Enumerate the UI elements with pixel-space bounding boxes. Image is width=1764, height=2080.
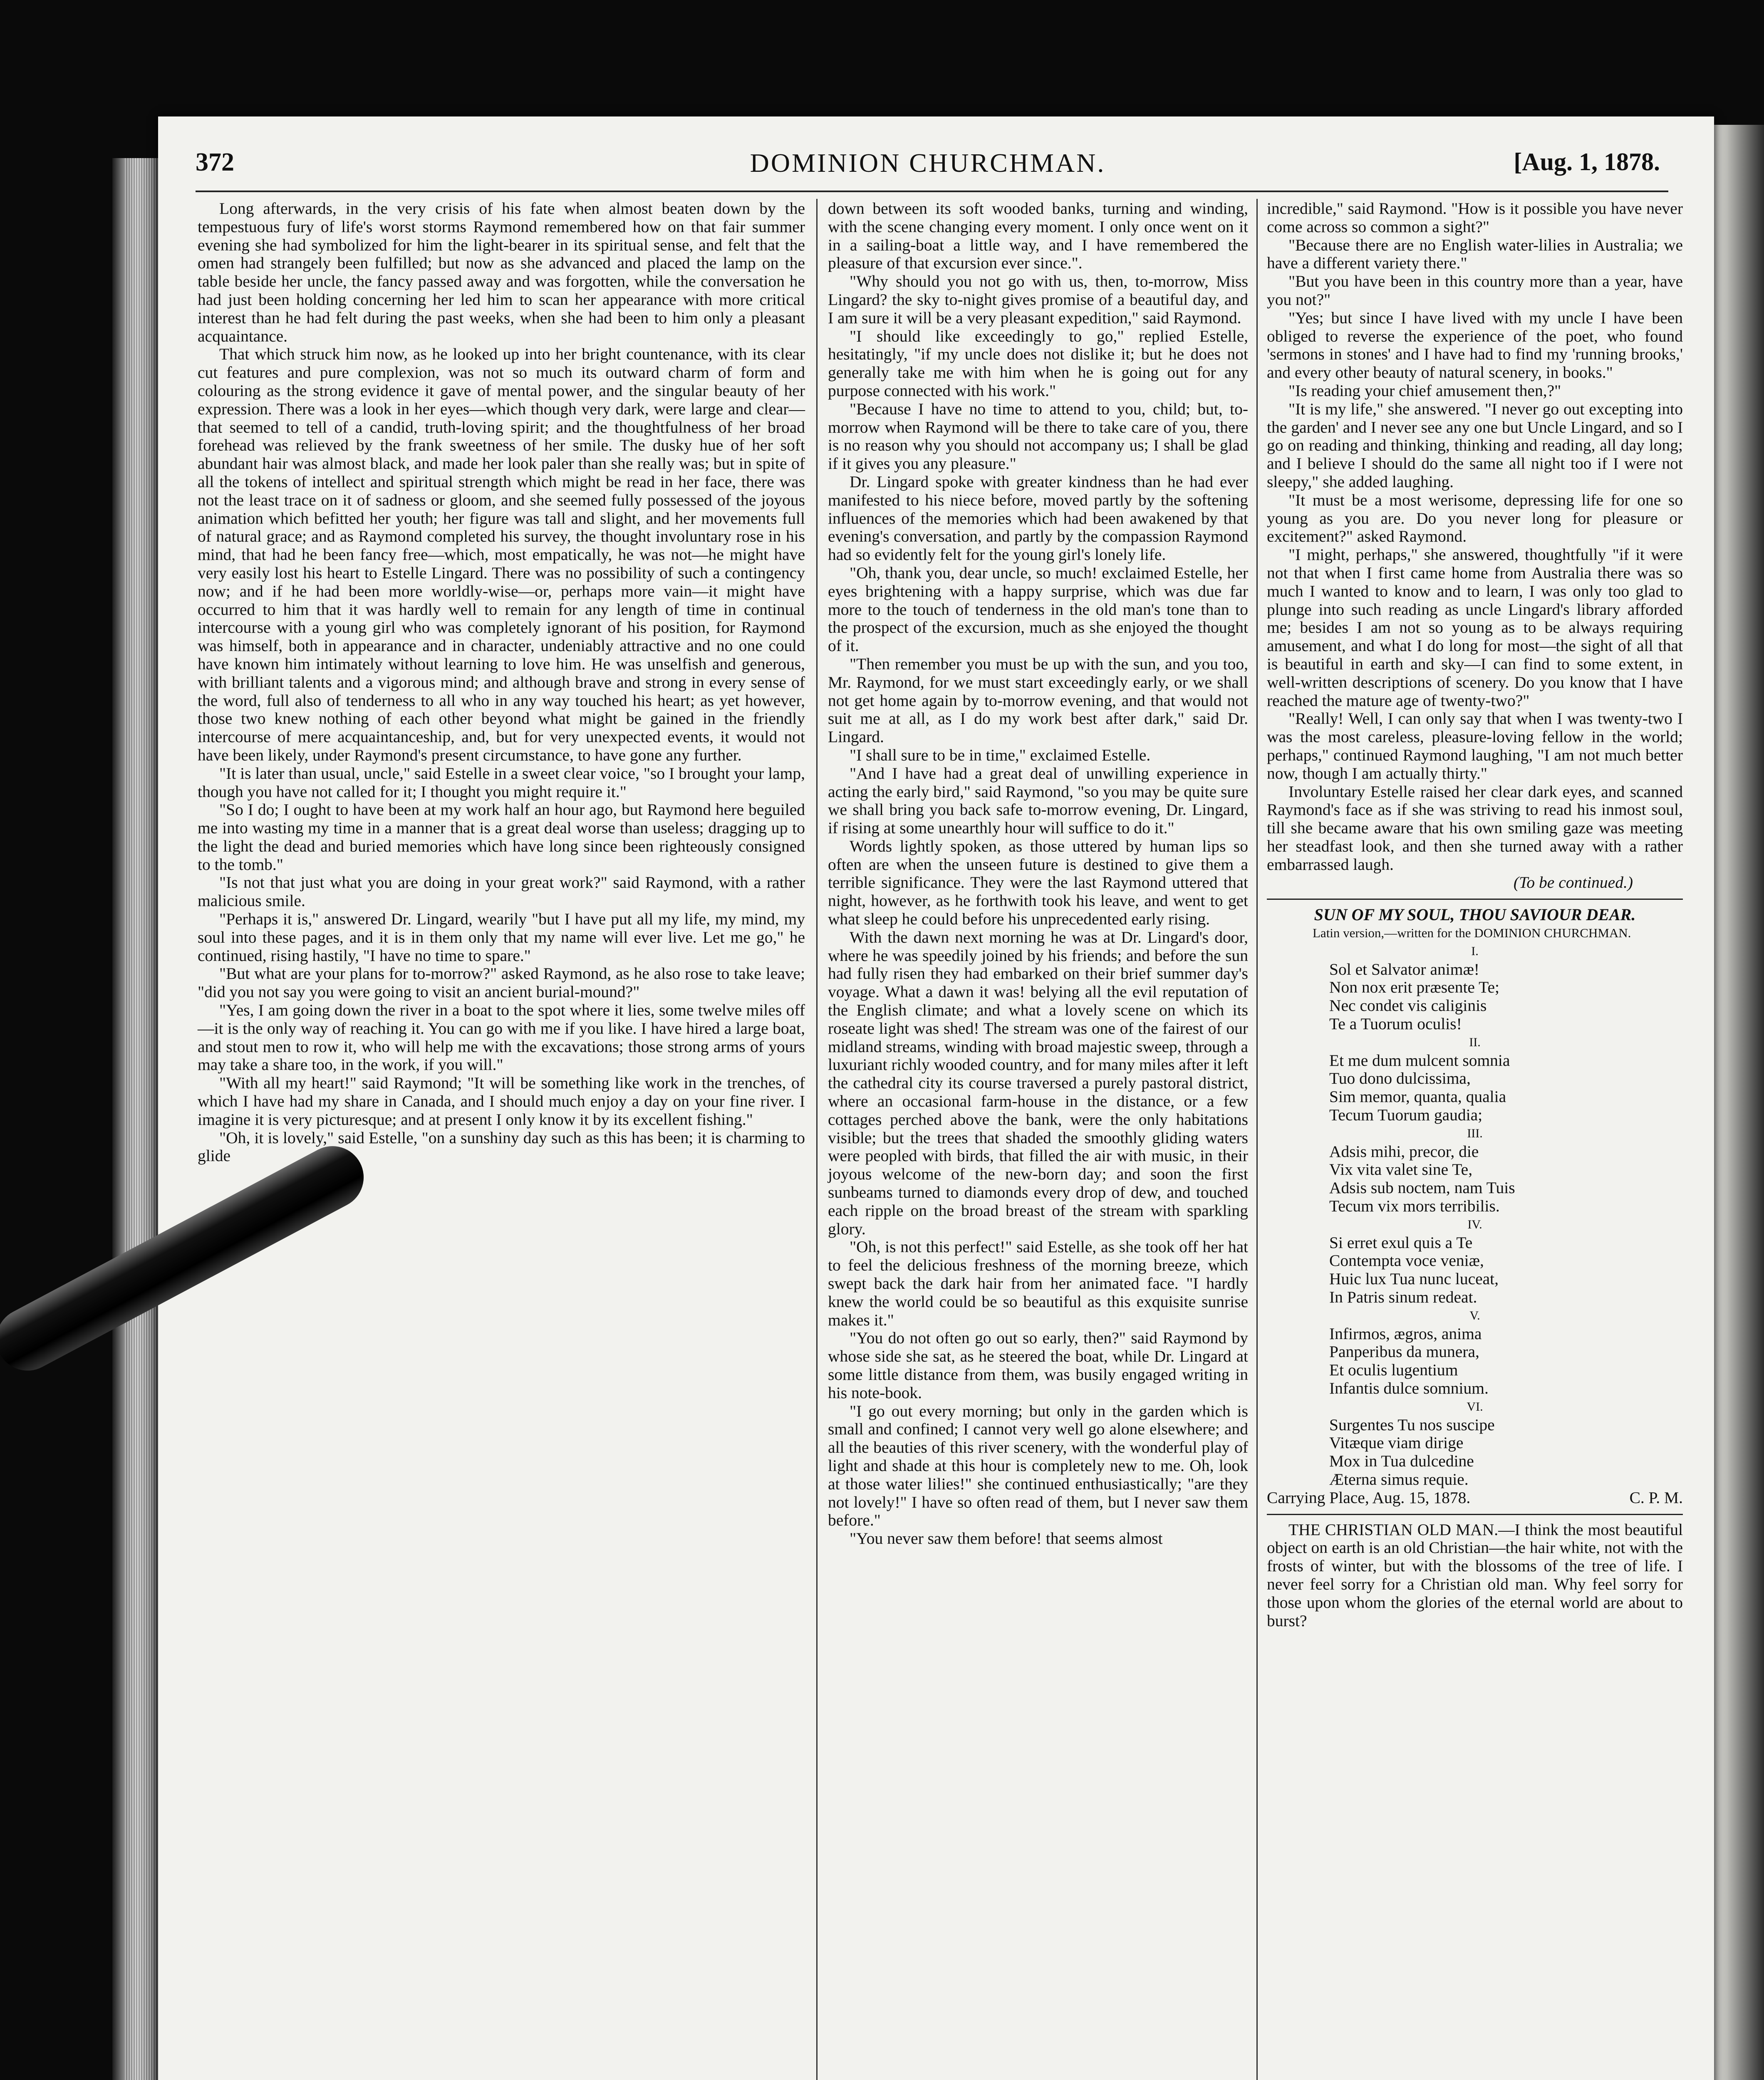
column-2 [828, 200, 1248, 1548]
paragraph: Involuntary Estelle raised her clear dark eyes, and scanned Raymond's face as if she was striving to read his inmost soul, till she became aware that his own smiling gaze was meeting her steadfast look, and then she turned away with a rather embarrassed laugh. [1267, 782, 1683, 874]
paragraph: "Then remember you must be up with the sun, and you too, Mr. Raymond, for we must start exceedingly early, or we shall not get home again by to-morrow evening, and that would not suit me at all, as I do my work best after dark," said Dr. Lingard. [828, 654, 1248, 746]
paragraph: incredible," said Raymond. "How is it possible you have never come across so common a sight?" [1267, 199, 1683, 236]
paragraph: "It must be a most werisome, depressing life for one so young as you are. Do you never long for pleasure or excitement?" asked Raymond. [1267, 490, 1683, 546]
paragraph: "Yes, I am going down the river in a boat to the spot where it lies, some twelve miles off—it is the only way of reaching it. You can go with me if you like. I have hired a large boat, and stout men to row it, who will help me with the excavations; those strong arms of yours may take a share too, in the work, if you will." [198, 1001, 805, 1074]
paragraph: "So I do; I ought to have been at my work half an hour ago, but Raymond here beguiled me into wasting my time in a manner that is a great deal worse than useless; dragging up to the light the dead and buried memories which have long since been righteously consigned to the tomb." [198, 800, 805, 874]
poem-line: Vix vita valet sine Te, [1329, 1160, 1473, 1179]
paragraph: "With all my heart!" said Raymond; "It will be something like work in the trenches, of which I have had my share in Canada, and I should much enjoy a day on your fine river. I imagine it is very picturesque; and at present I only know it by its excellent fishing." [198, 1074, 805, 1129]
poem-line: Si erret exul quis a Te [1329, 1233, 1473, 1252]
paragraph: down between its soft wooded banks, turning and winding, with the scene changing every moment. I only once went on it in a sailing-boat a little way, and I have remembered the pleasure of that excursion ever since.". [828, 199, 1248, 272]
paragraph: "But what are your plans for to-morrow?" asked Raymond, as he also rose to take leave; "did you not say you were going to visit an ancient burial-mound?" [198, 964, 805, 1001]
paragraph: "Oh, it is lovely," said Estelle, "on a sunshiny day such as this has been; it is charming to glide [198, 1128, 805, 1165]
paragraph: "But you have been in this country more than a year, have you not?" [1267, 272, 1683, 309]
masthead: DOMINION CHURCHMAN. [750, 148, 1106, 178]
paragraph: "Oh, thank you, dear uncle, so much! exclaimed Estelle, her eyes brightening with a happy surprise, which was due far more to the touch of tenderness in the old man's tone than to the prospect of the excursion, much as she enjoyed the thought of it. [828, 563, 1248, 655]
poem-line: Tecum vix mors terribilis. [1329, 1197, 1500, 1216]
christian-old-man-paragraph [1267, 1521, 1683, 1630]
author-initials: C. P. M. [1629, 1488, 1683, 1507]
poem-subtitle: Latin version,—written for the DOMINION CHURCHMAN. [1313, 926, 1631, 941]
poem-line: Mox in Tua dulcedine [1329, 1452, 1474, 1471]
poem-line: Huic lux Tua nunc luceat, [1329, 1270, 1499, 1288]
paragraph: "Yes; but since I have lived with my uncle I have been obliged to reverse the experience of the poet, who found 'sermons in stones' and I have had to find my 'running brooks,' and every other beauty of natural scenery, in books." [1267, 308, 1683, 382]
poem-line: Tuo dono dulcissima, [1329, 1069, 1471, 1088]
stanza-number: III. [1467, 1126, 1483, 1140]
column-divider [1256, 199, 1258, 2080]
column-1 [198, 200, 805, 1165]
place-date: Carrying Place, Aug. 15, 1878. [1267, 1488, 1471, 1507]
poem-line: Sol et Salvator animæ! [1329, 960, 1479, 978]
page-edges [125, 158, 158, 2080]
poem-line: Panperibus da munera, [1329, 1342, 1479, 1361]
section-rule [1267, 1514, 1683, 1515]
poem-line: Et oculis lugentium [1329, 1361, 1458, 1379]
paragraph: "I might, perhaps," she answered, thoughtfully "if it were not that when I first came home from Australia there was so much I wanted to know and to learn, I was only too glad to plunge into such reading as uncle Lingard's library afforded me; besides I am not so young as to be always requiring amusement, and what I do long for most—the sight of all that is beautiful in earth and sky—I can find to some extent, in well-written descriptions of scenery. Do you know that I have reached the mature age of twenty-two?" [1267, 545, 1683, 710]
paragraph: That which struck him now, as he looked up into her bright countenance, with its clear cut features and pure complexion, was not so much its outward charm of form and colouring as the strong evidence it gave of mental power, and the singular beauty of her expression. There was a look in her eyes—which though very dark, were large and clear—that seemed to tell of a candid, truth-loving spirit; and the thoughtfulness of her broad forehead was relieved by the frank sweetness of her smile. The dusky hue of her soft abundant hair was almost black, and made her look paler than she really was; but in spite of all the tokens of intellect and spiritual strength which might be read in her face, there was not the least trace on it of sadness or gloom, and she seemed fully possessed of the joyous animation which befitted her youth; her figure was tall and slight, and her movements full of natural grace; and as Raymond completed his survey, the thought involuntary rose in his mind, that had he been fancy free—which, most empatically, he was not—he might have very easily lost his heart to Estelle Lingard. There was no possibility of such a contingency now; and if he had been more worldly-wise—or, perhaps more vain—it might have occurred to him that it was hardly well to remain for any length of time in continual intercourse with a young girl who was completely ignorant of his position, for Raymond was himself, both in appearance and in character, undeniably attractive and no one could have known him intimately without learning to love him. He was unselfish and generous, with brilliant talents and a vigorous mind; and although brave and strong in every sense of the word, full also of tenderness to all who in any way touched his heart; as yet however, those two knew nothing of each other beyond what might be gained in the friendly intercourse of mere acquaintanceship, and, but for very unexpected events, it would not have been likely, under Raymond's present circumstance, to have gone any further. [198, 345, 805, 764]
poem-line: Surgentes Tu nos suscipe [1329, 1415, 1495, 1434]
poem-line: Contempta voce veniæ, [1329, 1251, 1484, 1270]
stanza-number: IV. [1467, 1217, 1482, 1231]
paragraph: "Perhaps it is," answered Dr. Lingard, wearily "but I have put all my life, my mind, my soul into these pages, and it is in them only that my name will ever live. Let me go," he continued, rising hastily, "I have no time to spare." [198, 910, 805, 965]
section-rule [1267, 899, 1683, 900]
header-rule [196, 191, 1668, 192]
paragraph: "Oh, is not this perfect!" said Estelle, as she took off her hat to feel the delicious freshness of the morning breeze, which swept back the dark hair from her animated face. "I hardly knew the world could be so beautiful as this exquisite sunrise makes it." [828, 1238, 1248, 1329]
column-divider [816, 199, 818, 2080]
stanza-number: II. [1469, 1035, 1481, 1049]
poem-line: Infirmos, ægros, anima [1329, 1324, 1482, 1343]
paragraph: "I shall sure to be in time," exclaimed Estelle. [850, 745, 1151, 764]
to-be-continued: (To be continued.) [1513, 873, 1633, 892]
paragraph: With the dawn next morning he was at Dr. Lingard's door, where he was speedily joined by his friends; and before the sun had fully risen they had embarked on their brief summer day's voyage. What a dawn it was! belying all the evil reputation of the English climate; and what a lovely scene on which its roseate light was shed! The stream was one of the fairest of our midland streams, winding with broad majestic sweep, through a luxuriant richly wooded country, and for many miles after it left the cathedral city its course traversed a purely pastoral district, where an occasional farm-house in the distance, or a few cottages perched above the bank, were the only habitations visible; but the trees that shaded the smoothly gliding waters were peopled with birds, that filled the air with music, in their joyous welcome of the new-born day; and soon the first sunbeams turned to diamonds every drop of dew, and touched each ripple on the broad breast of the stream with sparkling glory. [828, 928, 1248, 1238]
column-3 [1267, 200, 1683, 1630]
poem-line: Te a Tuorum oculis! [1329, 1015, 1462, 1033]
page-header [196, 148, 1660, 193]
paragraph: "I should like exceedingly to go," replied Estelle, hesitatingly, "if my uncle does not dislike it; but he does not generally take me with him when he is going out for any purpose connected with his work." [828, 327, 1248, 400]
article-text: —I think the most beautiful object on earth is an old Christian—the hair white, not with the frosts of winter, but with the blossoms of the tree of life. I never feel sorry for a Christian old man. Why feel sorry for those upon whom the glories of the eternal world are about to burst? [1267, 1520, 1683, 1630]
poem-line: Tecum Tuorum gaudia; [1329, 1106, 1483, 1124]
paragraph: "Is reading your chief amusement then,?" [1288, 381, 1561, 400]
article-lead: THE CHRISTIAN OLD MAN. [1288, 1520, 1499, 1539]
paragraph: "Because I have no time to attend to you, child; but, to-morrow when Raymond will be there to take care of you, there is no reason why you should not accompany us; I shall be glad if it gives you any pleasure." [828, 399, 1248, 473]
paragraph: "Because there are no English water-lilies in Australia; we have a different variety there." [1267, 235, 1683, 272]
paragraph: "And I have had a great deal of unwilling experience in acting the early bird," said Raymond, "so you may be quite sure we shall bring you back safe to-morrow evening, Dr. Lingard, if rising at some unearthly hour will suffice to do it." [828, 764, 1248, 837]
paragraph: "It is my life," she answered. "I never go out excepting into the garden' and I never see any one but Uncle Lingard, and so I go on reading and thinking, thinking and reading, all day long; and I believe I should do the same all night too if I were not sleepy," she added laughing. [1267, 399, 1683, 491]
poem-line: Sim memor, quanta, qualia [1329, 1087, 1506, 1106]
poem-line: Æterna simus requie. [1329, 1470, 1469, 1488]
poem-line: Et me dum mulcent somnia [1329, 1051, 1510, 1070]
paragraph: "You do not often go out so early, then?" said Raymond by whose side she sat, as he steered the boat, while Dr. Lingard at some little distance from them, was busily engaged writing in his note-book. [828, 1329, 1248, 1402]
paragraph: Long afterwards, in the very crisis of his fate when almost beaten down by the tempestuous fury of life's worst storms Raymond remembered how on that fair summer evening she had symbolized for him the light-bearer in its spiritual sense, and felt that the omen had strangely been fulfilled; but now as she advanced and placed the lamp on the table beside her uncle, the fancy passed away and was forgotten, while the conversation he had just been holding concerning her led him to scan her appearance with more critical interest than he had felt during the past weeks, when she had been to him only a pleasant acquaintance. [198, 199, 805, 345]
paragraph: "Is not that just what you are doing in your great work?" said Raymond, with a rather malicious smile. [198, 873, 805, 910]
poem-line: Nec condet vis caliginis [1329, 996, 1487, 1015]
stanza-number: VI. [1467, 1399, 1483, 1414]
stanza-number: I. [1471, 944, 1479, 958]
paragraph: "I go out every morning; but only in the garden which is small and confined; I cannot very well go alone elsewhere; and all the beauties of this river scenery, with the wonderful play of light and shade at this hour is completely new to me. Oh, look at those water lilies!" she continued enthusiastically; "are they not lovely!" I have so often read of them, but I never saw them before." [828, 1402, 1248, 1530]
poem-line: Non nox erit præsente Te; [1329, 978, 1499, 997]
stanza-number: V. [1469, 1308, 1480, 1322]
issue-date: [Aug. 1, 1878. [1514, 148, 1660, 176]
poem-line: In Patris sinum redeat. [1329, 1288, 1477, 1307]
page-number: 372 [196, 148, 234, 176]
poem-line: Adsis sub noctem, nam Tuis [1329, 1179, 1515, 1197]
paragraph: "Really! Well, I can only say that when I was twenty-two I was the most careless, pleasure-loving fellow in the world; perhaps," continued Raymond laughing, "I am not much better now, though I am actually thirty." [1267, 709, 1683, 782]
paragraph: "You never saw them before! that seems almost [850, 1529, 1163, 1548]
poem-line: Vitæque viam dirige [1329, 1434, 1464, 1452]
poem-line: Infantis dulce somnium. [1329, 1379, 1489, 1397]
poem-line: Adsis mihi, precor, die [1329, 1142, 1479, 1161]
paragraph: Dr. Lingard spoke with greater kindness than he had ever manifested to his niece before, moved partly by the softening influences of the memories which had been awakened by that evening's conversation, and partly by the compassion Raymond had so evidently felt for the young girl's lonely life. [828, 472, 1248, 564]
poem-title: SUN OF MY SOUL, THOU SAVIOUR DEAR. [1314, 905, 1636, 924]
paragraph: "It is later than usual, uncle," said Estelle in a sweet clear voice, "so I brought your lamp, though you have not called for it; I thought you might require it." [198, 764, 805, 801]
paragraph: "Why should you not go with us, then, to-morrow, Miss Lingard? the sky to-night gives promise of a beautiful day, and I am sure it will be a very pleasant expedition," said Raymond. [828, 272, 1248, 327]
poem-signoff [1267, 1489, 1683, 1507]
paragraph: Words lightly spoken, as those uttered by human lips so often are when the unseen future is destined to give them a terrible significance. They were the last Raymond uttered that night, however, as he forthwith took his leave, and went to get what sleep he could before his unprecedented early rising. [828, 837, 1248, 929]
